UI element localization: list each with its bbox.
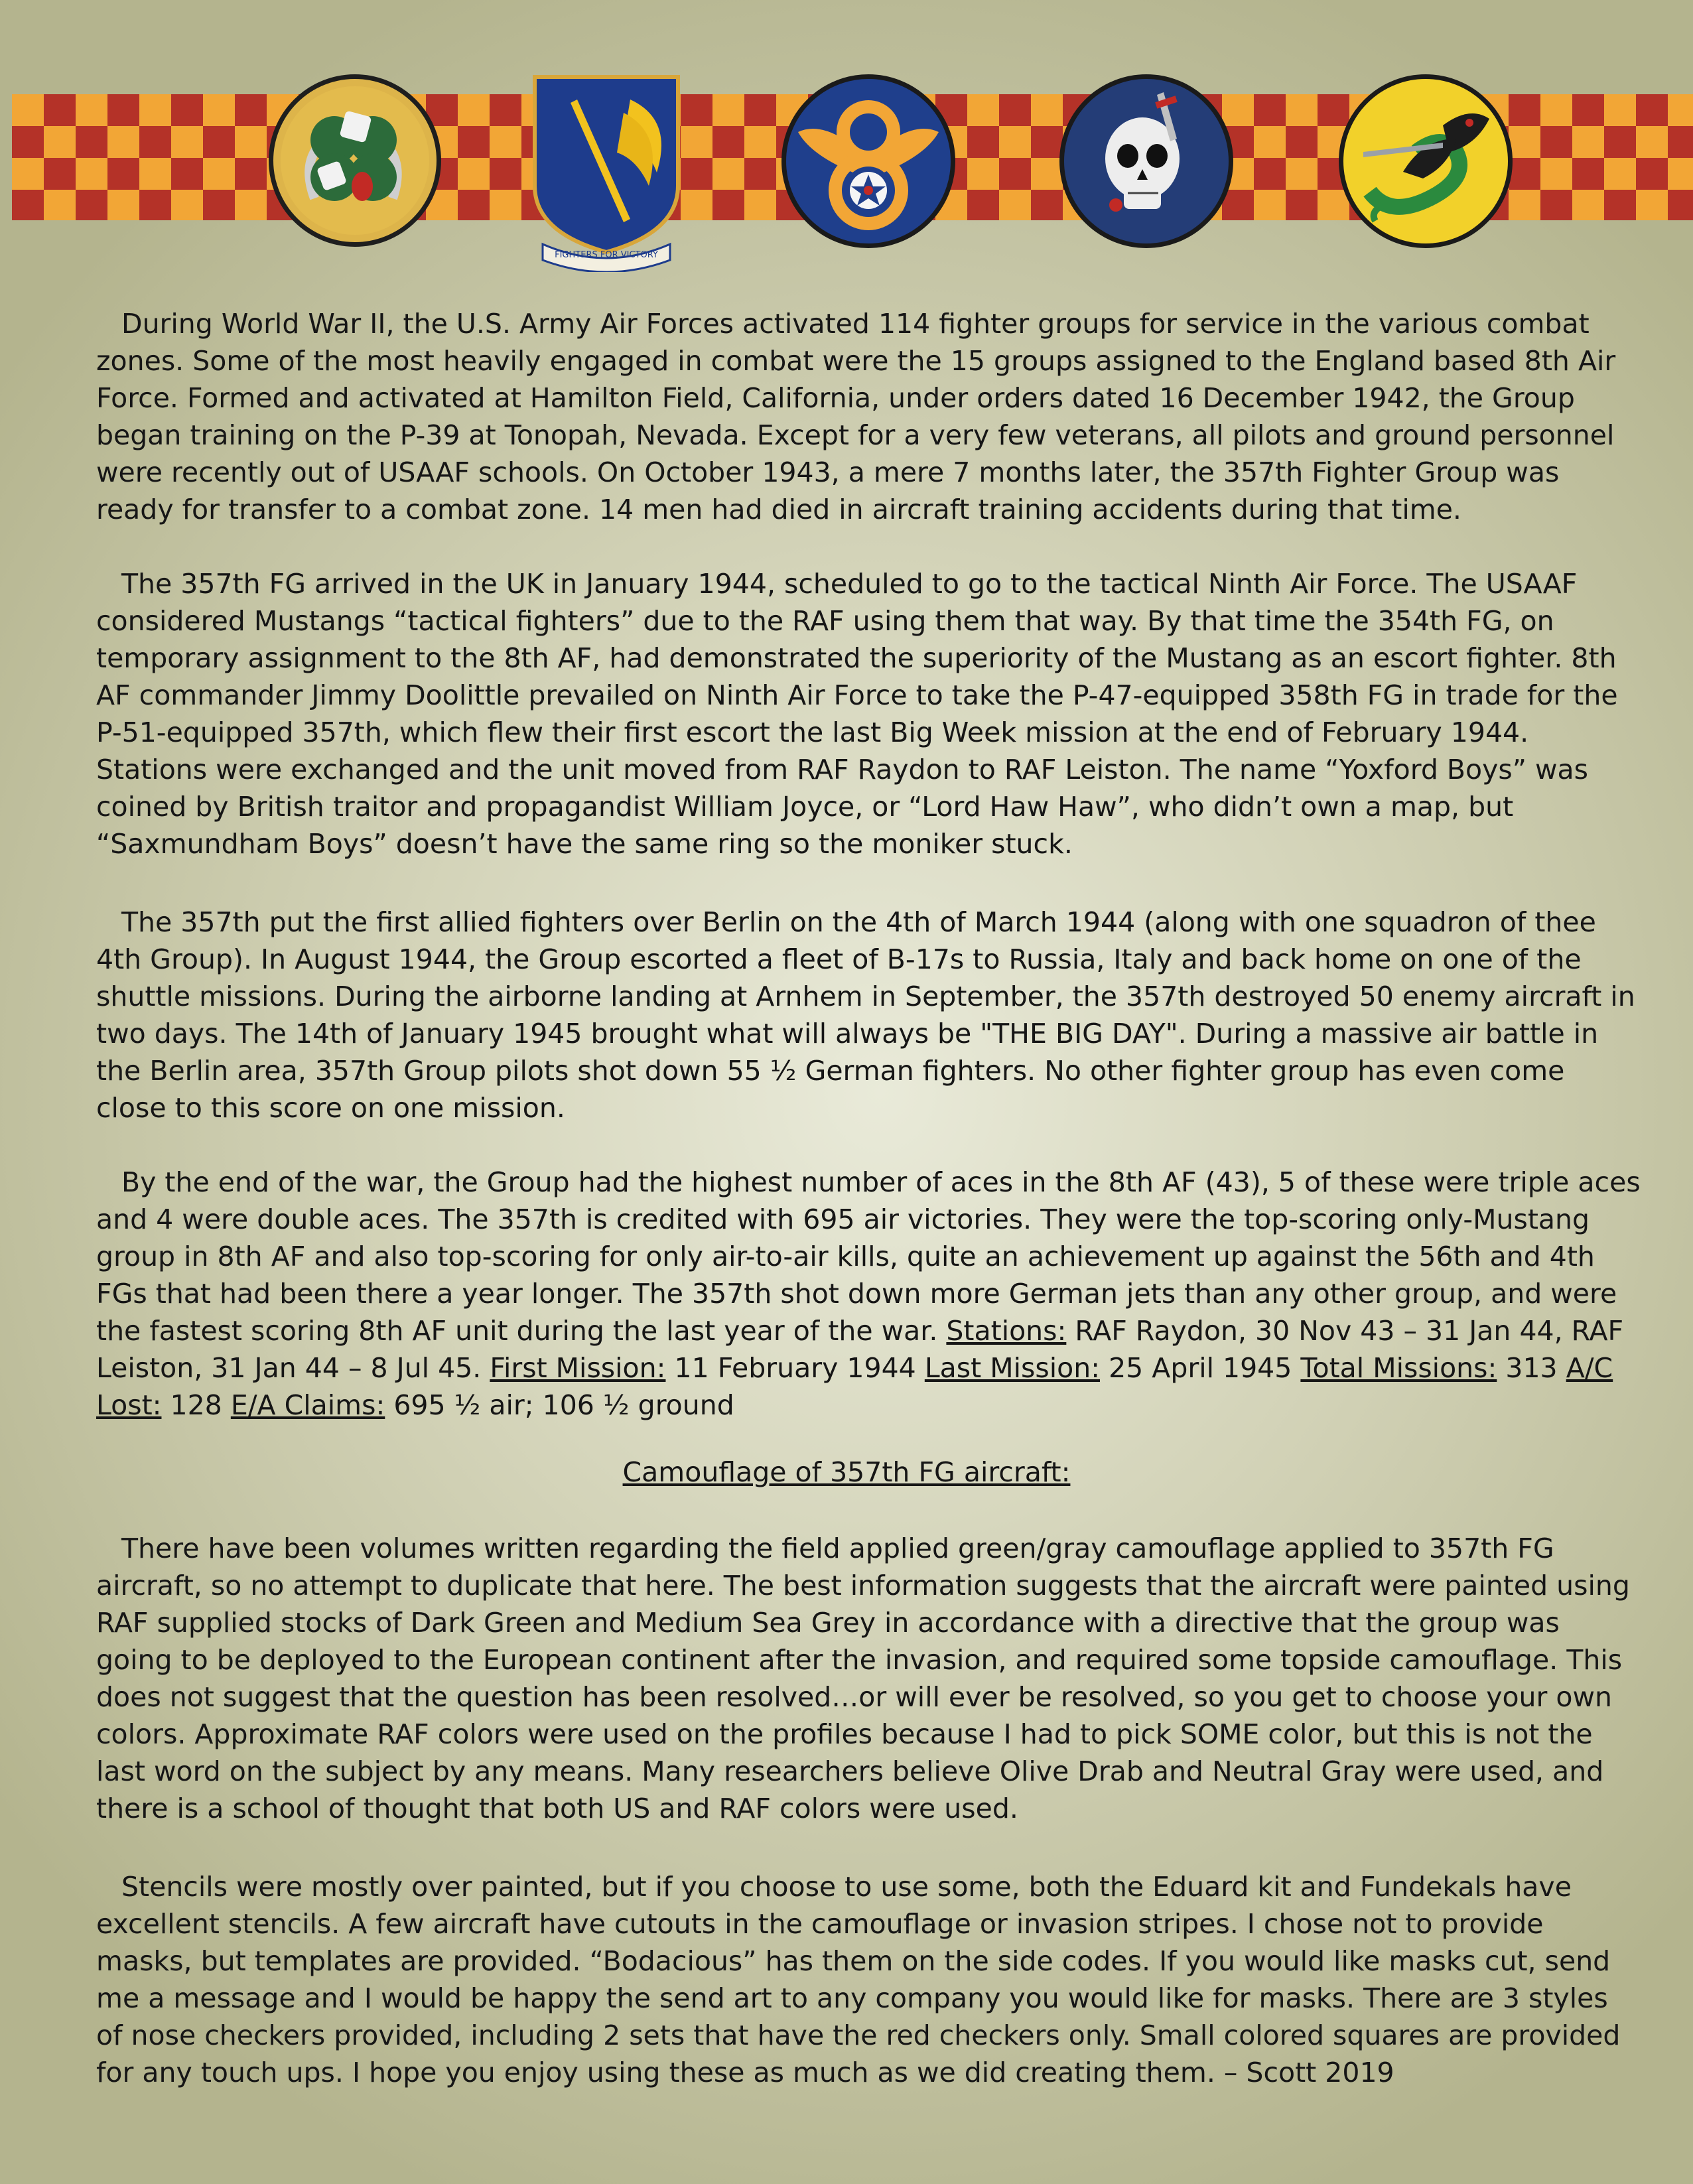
stations-value: RAF Raydon, 30 Nov 43 – 31 Jan 44, RAF Leiston, 31 Jan 44 – 8 Jul 45.	[96, 1315, 1624, 1384]
paragraph-text: Stencils were mostly over painted, but if you choose to use some, both the Eduard kit and Fundekals have excellent stencils. A few aircraft have cutouts in the camouflage or invasion stripes. I chose not to provide masks, but templates are provided. “Bodacious” has them on the side codes. If you would like masks cut, send me a message and I would be happy the send art to any company you would like for masks. There are 3 styles of nose checkers provided, including 2 sets that have the red checkers only. Small colored squares are provided for any touch ups. I hope you enjoy using these as much as we did creating them. – Scott 2019	[96, 1871, 1621, 2088]
dragon-patch-icon	[1339, 74, 1513, 248]
stations-label: Stations:	[946, 1315, 1067, 1347]
shield-motto: FIGHTERS FOR VICTORY	[555, 250, 658, 260]
paragraph-text: There have been volumes written regarding the field applied green/gray camouflage applied to 357th FG aircraft, so no attempt to duplicate that here. The best information suggests that the aircraft were painted using RAF supplied stocks of Dark Green and Medium Sea Grey in accordance with a directive that the group was going to be deployed to the European continent after the invasion, and required some topside camouflage. This does not suggest that the question has been resolved…or will ever be resolved, so you get to choose your own colors. Approximate RAF colors were used on the profiles because I had to pick SOME color, but this is not the last word on the subject by any means. Many researchers believe Olive Drab and Neutral Gray were used, and there is a school of thought that both US and RAF colors were used.	[96, 1533, 1630, 1824]
clover-dice-patch-icon	[269, 74, 441, 247]
paragraph-stencils	[96, 1868, 1642, 2091]
paragraph-text: The 357th FG arrived in the UK in January 1944, scheduled to go to the tactical Ninth Air Force. The USAAF considered Mustangs “tactical fighters” due to the RAF using them that way. By that time the 354th FG, on temporary assignment to the 8th AF, had demonstrated the superiority of the Mustang as an escort fighter. 8th AF commander Jimmy Doolittle prevailed on Ninth Air Force to take the P-47-equipped 358th FG in trade for the P-51-equipped 357th, which flew their first escort the last Big Week mission at the end of February 1944. Stations were exchanged and the unit moved from RAF Raydon to RAF Leiston. The name “Yoxford Boys” was coined by British traitor and propagandist William Joyce, or “Lord Haw Haw”, who didn’t own a map, but “Saxmundham Boys” doesn’t have the same ring so the moniker stuck.	[96, 568, 1618, 860]
first-mission-label: First Mission:	[490, 1352, 666, 1384]
paragraph-arrival-uk	[96, 565, 1642, 862]
eighth-air-force-emblem-icon	[781, 74, 955, 248]
paragraph-text: During World War II, the U.S. Army Air Forces activated 114 fighter groups for service in the various combat zones. Some of the most heavily engaged in combat were the 15 groups assigned to the England based 8th Air Force. Formed and activated at Hamilton Field, California, under orders dated 16 December 1942, the Group began training on the P-39 at Tonopah, Nevada. Except for a very few veterans, all pilots and ground personnel were recently out of USAAF schools. On October 1943, a mere 7 months later, the 357th Fighter Group was ready for transfer to a combat zone. 14 men had died in aircraft training accidents during that time.	[96, 308, 1616, 525]
camouflage-heading: Camouflage of 357th FG aircraft:	[622, 1456, 1071, 1488]
paragraph-text: The 357th put the first allied fighters over Berlin on the 4th of March 1944 (along with one squadron of thee 4th Group). In August 1944, the Group escorted a fleet of B-17s to Russia, Italy and back home on one of the shuttle missions. During the airborne landing at Arnhem in September, the 357th destroyed 50 enemy aircraft in two days. The 14th of January 1945 brought what will always be "THE BIG DAY". During a massive air battle in the Berlin area, 357th Group pilots shot down 55 ½ German fighters. No other fighter group has even come close to this score on one mission.	[96, 906, 1635, 1124]
last-mission-value: 25 April 1945	[1109, 1352, 1292, 1384]
last-mission-label: Last Mission:	[924, 1352, 1101, 1384]
skull-dagger-patch-icon	[1059, 74, 1233, 248]
total-missions-value: 313	[1505, 1352, 1558, 1384]
ac-lost-label: A/C Lost:	[96, 1352, 1613, 1421]
paragraph-wwii-activation	[96, 305, 1642, 528]
ea-claims-label: E/A Claims:	[230, 1389, 385, 1421]
ac-lost-value: 128	[170, 1389, 222, 1421]
ea-claims-value: 695 ½ air; 106 ½ ground	[393, 1389, 734, 1421]
paragraph-aces-stats	[96, 1164, 1642, 1424]
paragraph-text: By the end of the war, the Group had the highest number of aces in the 8th AF (43), 5 of these were triple aces and 4 were double aces. The 357th is credited with 695 air victories. They were the top-scoring only-Mustang group in 8th AF and also top-scoring for only air-to-air kills, quite an achievement up against the 56th and 4th FGs that had been there a year longer. The 357th shot down more German jets than any other group, and were the fastest scoring 8th AF unit during the last year of the war.	[96, 1166, 1641, 1347]
paragraph-camouflage	[96, 1530, 1642, 1827]
winged-sword-shield-icon	[531, 73, 682, 272]
total-missions-label: Total Missions:	[1300, 1352, 1497, 1384]
paragraph-berlin	[96, 904, 1642, 1126]
first-mission-value: 11 February 1944	[674, 1352, 916, 1384]
